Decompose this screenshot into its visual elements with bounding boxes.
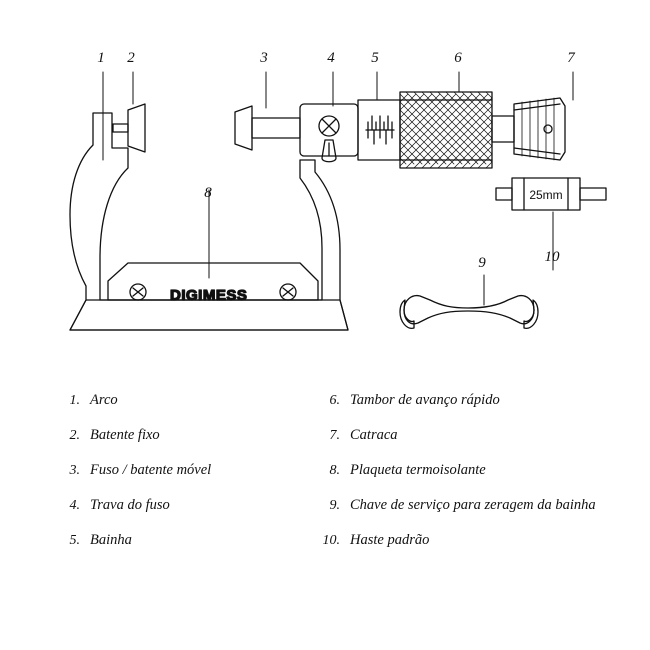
legend-item xyxy=(50,427,310,462)
legend-item-label: Catraca xyxy=(350,427,398,443)
callout-number-3: 3 xyxy=(260,50,268,66)
callout-number-8: 8 xyxy=(204,185,212,201)
legend-item-number: 9. xyxy=(329,498,340,513)
legend-item xyxy=(310,462,640,497)
legend-item-label: Chave de serviço para zeragem da bainha xyxy=(350,497,596,513)
legend-item xyxy=(50,462,310,497)
callout-number-6: 6 xyxy=(454,50,462,66)
legend-item-number: 4. xyxy=(69,498,80,513)
legend-column-right xyxy=(310,392,640,567)
legend-item-label: Tambor de avanço rápido xyxy=(350,392,500,408)
spanner-wrench-shape xyxy=(400,296,538,329)
callout-number-9: 9 xyxy=(478,255,486,271)
legend-item xyxy=(310,427,640,462)
spindle-shape xyxy=(235,106,300,150)
callout-number-10: 10 xyxy=(544,249,560,265)
legend-item-label: Haste padrão xyxy=(350,532,430,548)
fixed-anvil-shape xyxy=(113,104,145,152)
spindle-lock-shape xyxy=(300,104,358,162)
legend-item-number: 3. xyxy=(69,463,80,478)
legend-item-number: 5. xyxy=(69,533,80,548)
legend-item-number: 7. xyxy=(329,428,340,443)
legend-column-left xyxy=(50,392,310,567)
callout-number-4: 4 xyxy=(327,50,335,66)
legend-item xyxy=(310,497,640,532)
legend-item-label: Trava do fuso xyxy=(90,497,170,513)
legend-item-number: 6. xyxy=(329,393,340,408)
legend-item-label: Plaqueta termoisolante xyxy=(350,462,486,478)
legend-item-label: Batente fixo xyxy=(90,427,160,443)
legend-item xyxy=(50,392,310,427)
callout-number-7: 7 xyxy=(567,50,575,66)
legend-item xyxy=(310,392,640,427)
legend-item-number: 10. xyxy=(322,533,340,548)
legend xyxy=(0,392,650,572)
callout-number-2: 2 xyxy=(127,50,135,66)
legend-item xyxy=(50,497,310,532)
callout-number-1: 1 xyxy=(97,50,105,66)
sleeve-shape xyxy=(358,100,400,160)
legend-item xyxy=(50,532,310,567)
legend-item-label: Bainha xyxy=(90,532,132,548)
legend-item-label: Arco xyxy=(90,392,118,408)
legend-item-label: Fuso / batente móvel xyxy=(90,462,212,478)
legend-item-number: 8. xyxy=(329,463,340,478)
ratchet-shape xyxy=(492,98,565,160)
legend-item xyxy=(310,532,640,567)
brand-label: DIGIMESS xyxy=(170,287,248,304)
callout-number-5: 5 xyxy=(371,50,379,66)
thimble-shape xyxy=(400,92,492,168)
rod-size-label: 25mm xyxy=(529,188,563,202)
legend-item-number: 1. xyxy=(69,393,80,408)
legend-item-number: 2. xyxy=(69,428,80,443)
